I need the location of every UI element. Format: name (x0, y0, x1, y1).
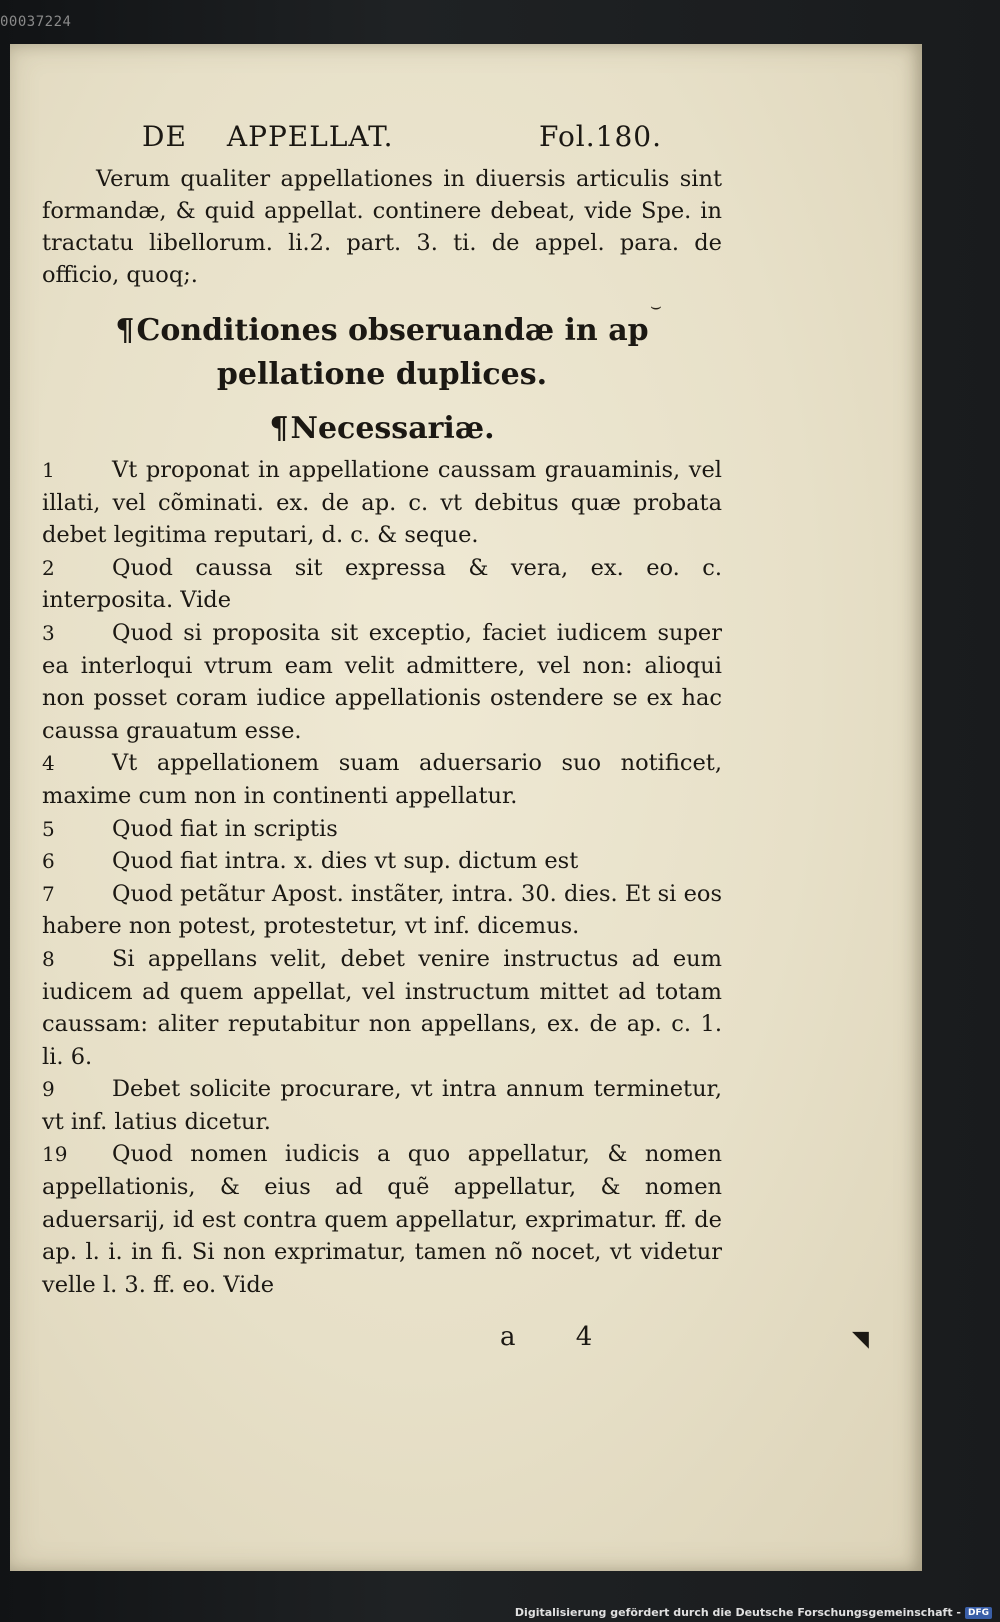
list-item (42, 878, 722, 943)
list-item (42, 845, 722, 878)
section-heading-line1: Conditiones obseruandæ in ap (136, 313, 649, 348)
list-item (42, 1073, 722, 1138)
item-text: Quod fiat in scriptis (112, 815, 338, 842)
margin-mark-icon: ◥ (852, 1326, 869, 1351)
sub-heading (42, 411, 722, 446)
section-heading (42, 309, 722, 397)
item-number: 9 (42, 1077, 55, 1102)
scan-id: 00037224 (0, 14, 72, 30)
ink-mark: ⌣ (650, 296, 662, 316)
list-item (42, 747, 722, 812)
list-item (42, 552, 722, 617)
running-head (142, 120, 662, 153)
page-text (42, 120, 722, 1301)
conditions-list (42, 454, 722, 1301)
item-number: 1 (42, 458, 55, 482)
list-item (42, 1138, 722, 1301)
footer-text: Digitalisierung gefördert durch die Deutsche Forschungsgemeinschaft - (514, 1606, 961, 1619)
item-text: Quod si proposita sit exceptio, faciet iudicem super ea interloqui vtrum eam velit admittere, vel non: alioqui non posset coram iudice appellationis ostendere se ex hac caussa grauatum esse. (42, 619, 722, 744)
item-text: Quod nomen iudicis a quo appellatur, & nomen appellationis, & eius ad quẽ appellatur, & nomen aduersarij, id est contra quem appellatur, exprimatur. ff. de ap. l. i. in fi. Si non exprimatur, tamen nõ nocet, vt videtur velle l. 3. ff. eo. Vide (42, 1141, 722, 1298)
item-text: Quod caussa sit expressa & vera, ex. eo. c. interposita. Vide (42, 554, 722, 614)
item-number: 7 (42, 881, 55, 906)
signature-mark: a 4 (500, 1322, 619, 1352)
item-number: 6 (42, 849, 55, 874)
item-text: Quod petãtur Apost. instãter, intra. 30. dies. Et si eos habere non potest, protestetur, vt inf. dicemus. (42, 880, 722, 940)
item-number: 19 (42, 1142, 68, 1167)
item-number: 2 (42, 555, 55, 580)
running-head-left: DE (142, 120, 187, 153)
pilcrow-icon: ¶ (269, 411, 289, 446)
item-number: 4 (42, 751, 55, 776)
item-number: 3 (42, 620, 55, 645)
sub-heading-text: Necessariæ. (290, 411, 495, 446)
book-page (10, 44, 922, 1571)
list-item (42, 943, 722, 1073)
item-number: 5 (42, 816, 55, 841)
heading-block (42, 309, 722, 446)
item-number: 8 (42, 946, 55, 971)
item-text: Vt appellationem suam aduersario suo notificet, maxime cum non in continenti appellatur. (42, 750, 722, 809)
item-text: Debet solicite procurare, vt intra annum terminetur, vt inf. latius dicetur. (42, 1076, 722, 1135)
item-text: Quod fiat intra. x. dies vt sup. dictum est (112, 848, 579, 875)
list-item (42, 617, 722, 747)
item-text: Si appellans velit, debet venire instructus ad eum iudicem ad quem appellat, vel instructum mittet ad totam caussam: aliter reputabitur non appellans, ex. de ap. c. 1. li. 6. (42, 945, 722, 1070)
pilcrow-icon: ¶ (115, 313, 135, 348)
list-item (42, 813, 722, 846)
folio-number: Fol.180. (539, 120, 662, 153)
running-head-center: APPELLAT. (226, 120, 394, 153)
intro-paragraph: Verum qualiter appellationes in diuersis articulis sint formandæ, & quid appellat. continere debeat, vide Spe. in tractatu libellorum. li.2. part. 3. ti. de appel. para. de officio, quoq;. (42, 166, 722, 288)
footer-credit (515, 1606, 992, 1619)
dfg-logo-badge: DFG (965, 1607, 992, 1619)
item-text: Vt proponat in appellatione caussam grauaminis, vel illati, vel cõminati. ex. de ap. c. vt debitus quæ probata debet legitima reputari, d. c. & seque. (42, 457, 722, 549)
section-heading-line2: pellatione duplices. (216, 357, 548, 392)
list-item (42, 454, 722, 552)
